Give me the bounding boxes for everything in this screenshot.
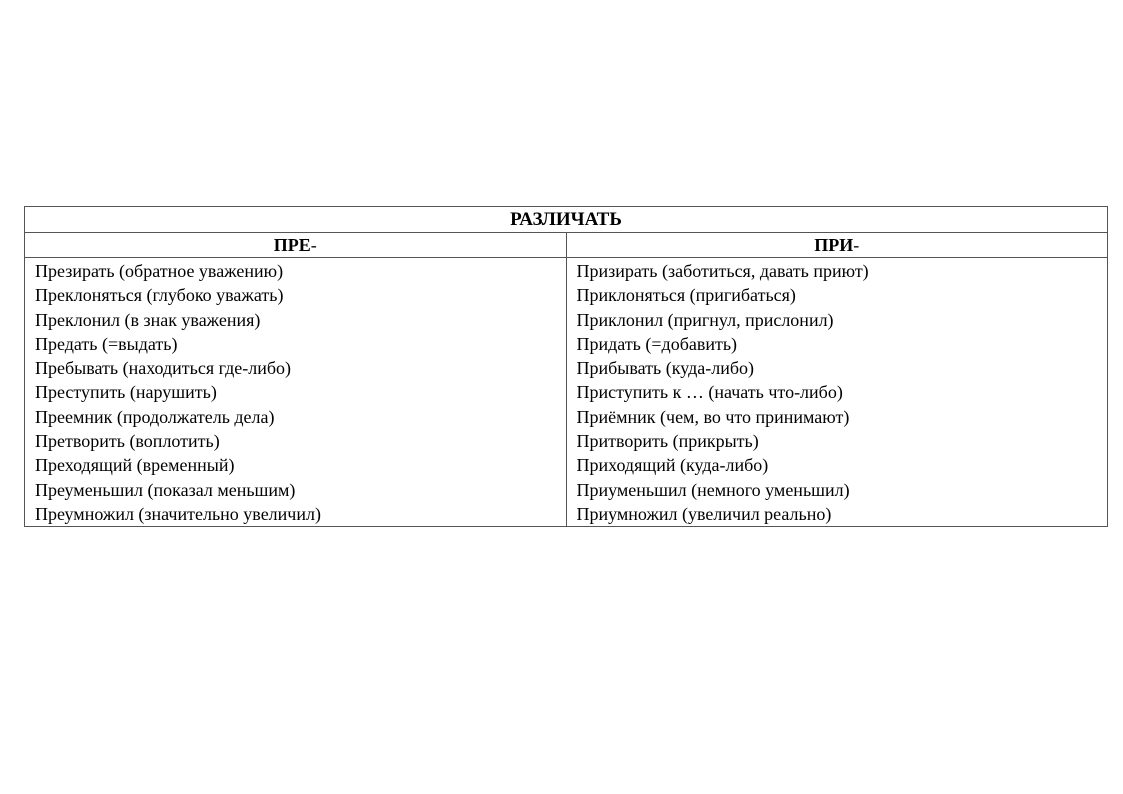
pre-item: Преходящий (временный) — [35, 455, 235, 476]
pre-item: Претворить (воплотить) — [35, 431, 220, 452]
pri-item: Приклонил (пригнул, прислонил) — [576, 309, 834, 330]
column-header-pre — [25, 233, 567, 258]
pri-item: Приёмник (чем, во что принимают) — [576, 406, 850, 427]
pre-item: Презирать (обратное уважению) — [35, 261, 284, 281]
column-header-pre-dash: - — [310, 234, 317, 255]
pre-item: Преступить (нарушить) — [35, 382, 217, 403]
pri-item: Прибывать (куда-либо) — [576, 358, 755, 379]
pre-item: Преклоняться (глубоко уважать) — [35, 285, 284, 306]
pri-item: Притворить (прикрыть) — [576, 431, 759, 452]
pri-item: Приумножил (увеличил реально) — [576, 503, 832, 524]
pri-item: Призирать (заботиться, давать приют) — [576, 261, 869, 281]
pre-list — [25, 258, 567, 527]
table-title: РАЗЛИЧАТЬ — [25, 207, 1108, 233]
pre-item: Преемник (продолжатель дела) — [35, 406, 275, 427]
column-header-pri — [566, 233, 1108, 258]
pre-item: Преуменьшил (показал меньшим) — [35, 479, 296, 500]
pri-list — [566, 258, 1108, 527]
pre-item: Преумножил (значительно увеличил) — [35, 503, 321, 524]
distinguish-table-container — [24, 206, 1108, 527]
pre-item: Преклонил (в знак уважения) — [35, 309, 261, 330]
distinguish-table — [24, 206, 1108, 527]
pri-item: Приступить к … (начать что-либо) — [576, 382, 843, 403]
pri-item: Приходящий (куда-либо) — [576, 455, 769, 476]
column-header-pri-dash: - — [853, 234, 860, 255]
pre-item: Пребывать (находиться где-либо) — [35, 358, 292, 379]
pre-item: Предать (=выдать) — [35, 333, 178, 354]
body-row — [25, 258, 1108, 527]
pri-item: Приклоняться (пригибаться) — [576, 285, 796, 306]
title-row — [25, 207, 1108, 233]
pri-item: Приуменьшил (немного уменьшил) — [576, 479, 850, 500]
header-row — [25, 233, 1108, 258]
column-header-pri-label: ПРИ — [814, 234, 854, 255]
pri-item: Придать (=добавить) — [576, 333, 738, 354]
column-header-pre-label: ПРЕ — [273, 234, 311, 255]
